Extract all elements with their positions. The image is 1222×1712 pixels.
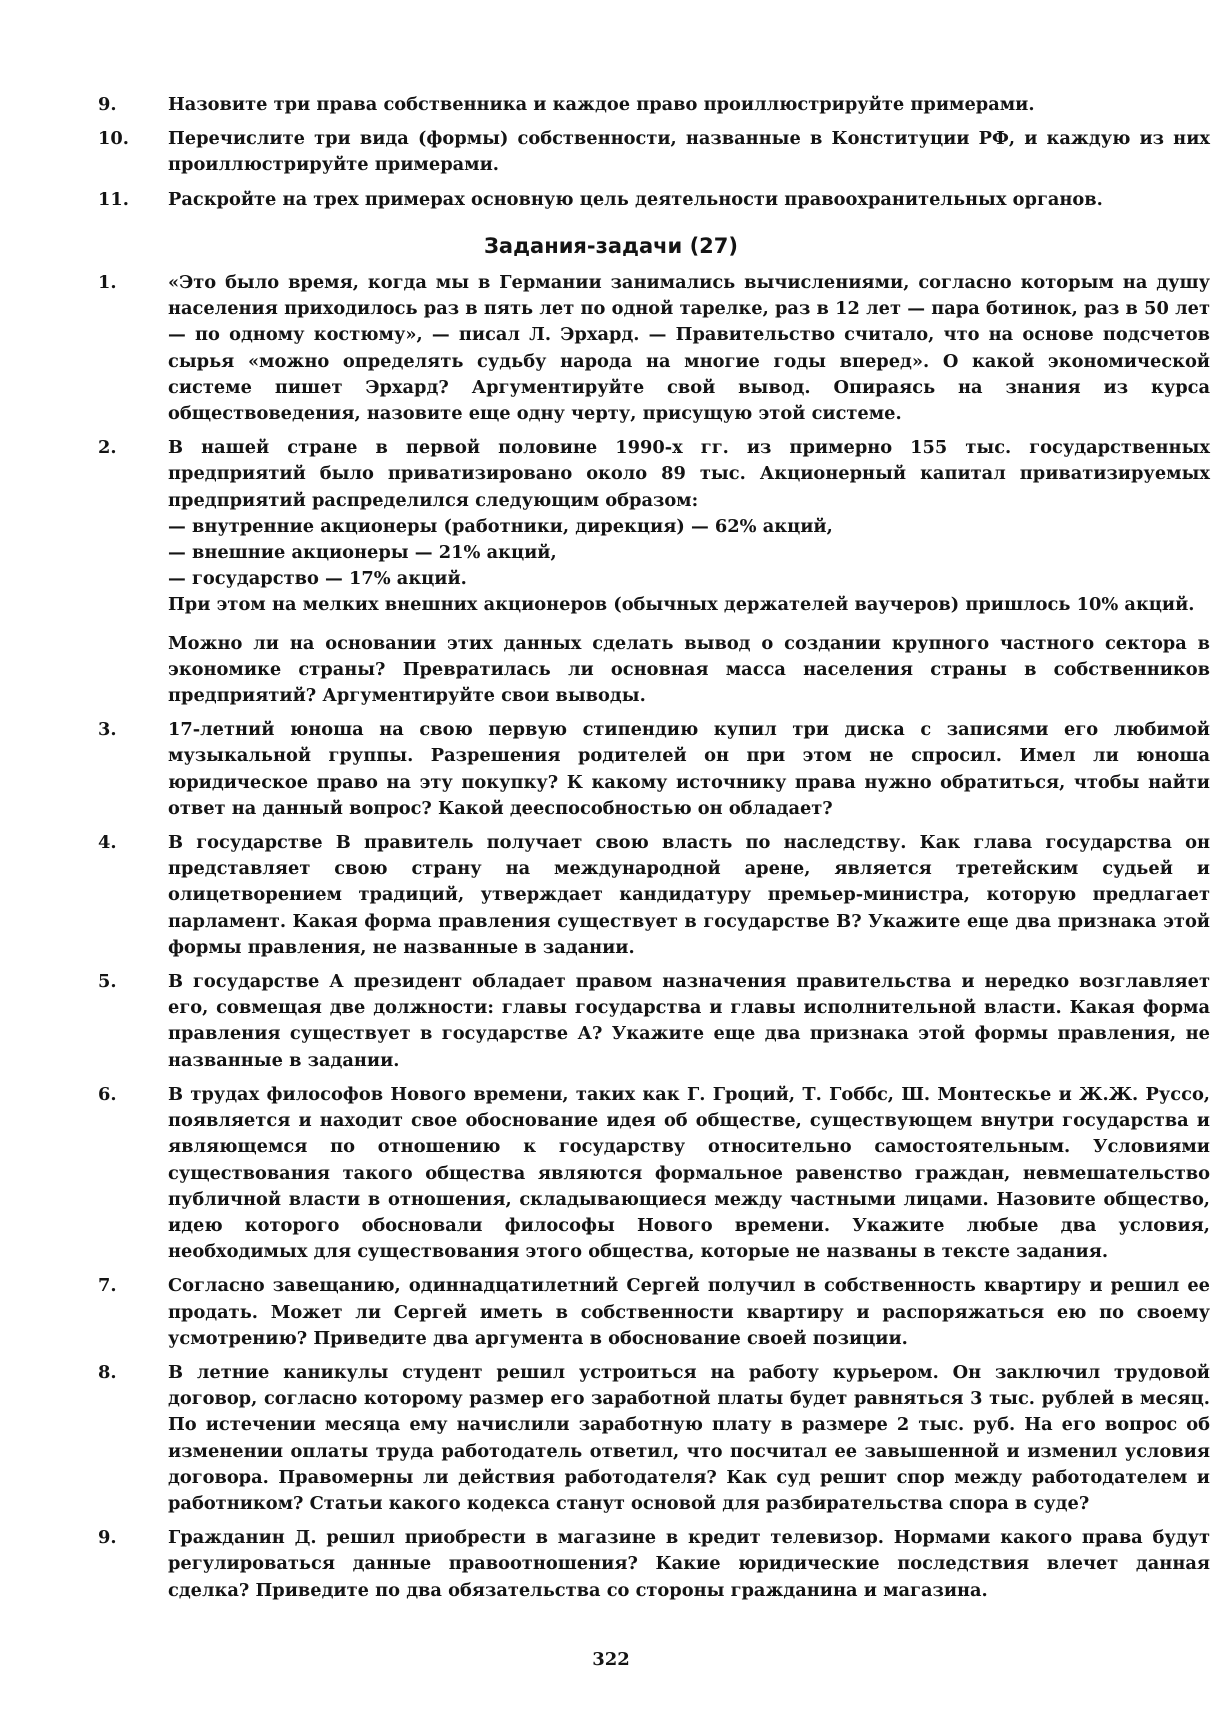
task-item-9 — [98, 1525, 1210, 1604]
task-item-5 — [98, 969, 1210, 1074]
task-intro: В нашей стране в первой половине 1990-х гг. из примерно 155 тыс. государственных предприятий было приватизировано около 89 тыс. Акционерный капитал приватизируемых предприятий распределился следующим образом: — [168, 437, 1210, 511]
task-item-6 — [98, 1082, 1210, 1265]
section-title: Задания-задачи (27) — [483, 234, 738, 258]
tasks-list — [98, 270, 1210, 1612]
item-text: Согласно завещанию, одиннадцатилетний Сергей получил в собственность квартиру и решил ее продать. Может ли Сергей иметь в собственности квартиру и распоряжаться ею по своему усмотрению? Приведите два аргумента в обоснование своей позиции. — [168, 1275, 1210, 1349]
item-text: Назовите три права собственника и каждое право проиллюстрируйте примерами. — [168, 94, 1035, 115]
bullet-line: — внешние акционеры — 21% акций, — [168, 542, 557, 564]
task-note: При этом на мелких внешних акционеров (обычных держателей ваучеров) пришлось 10% акций. — [168, 594, 1195, 616]
item-number: 4. — [98, 832, 117, 854]
bullet-line: — государство — 17% акций. — [168, 568, 467, 590]
item-number: 9. — [98, 94, 117, 115]
item-text: Раскройте на трех примерах основную цель деятельности правоохранительных органов. — [168, 188, 1103, 210]
page-number: 322 — [592, 1649, 630, 1670]
item-text: 17-летний юноша на свою первую стипендию купил три диска с записями его любимой музыкальной группы. Разрешения родителей он при этом не спросил. Имел ли юноша юридическое право на эту покупку? К какому источнику права нужно обратиться, чтобы найти ответ на данный вопрос? Какой дееспособностью он обладает? — [168, 719, 1210, 819]
item-number: 2. — [98, 437, 117, 459]
task-item-4 — [98, 830, 1210, 961]
task-item-3 — [98, 717, 1210, 822]
item-text: В государстве А президент обладает правом назначения правительства и нередко возглавляет его, совмещая две должности: главы государства и главы исполнительной власти. Какая форма правления существует в государстве А? Укажите еще два признака этой формы правления, не названные в задании. — [168, 971, 1210, 1071]
item-body — [168, 435, 1210, 709]
list-item — [98, 92, 1210, 118]
item-text: В трудах философов Нового времени, таких как Г. Гроций, Т. Гоббс, Ш. Монтескье и Ж.Ж. Руссо, появляется и находит свое обоснование идея об обществе, существующем внутри государства и являющемся по отношению к государству относительно самостоятельным. Условиями существования такого общества являются формальное равенство граждан, невмешательство публичной власти в отношения, складывающиеся между частными лицами. Назовите общество, идею которого обосновали философы Нового времени. Укажите любые два условия, необходимых для существования этого общества, которые не названы в тексте задания. — [168, 1083, 1210, 1263]
item-text: «Это было время, когда мы в Германии занимались вычислениями, согласно которым на душу населения приходилось раз в пять лет по одной тарелке, раз в 12 лет — пара ботинок, раз в 50 лет — по одному костюму», — писал Л. Эрхард. — Правительство считало, что на основе подсчетов сырья «можно определять судьбу народа на многие годы вперед». О какой экономической системе пишет Эрхард? Аргументируйте свой вывод. Опираясь на знания из курса обществоведения, назовите еще одну черту, присущую этой системе. — [168, 272, 1210, 425]
item-text: Гражданин Д. решил приобрести в магазине в кредит телевизор. Нормами какого права будут регулироваться данные правоотношения? Какие юридические последствия влечет данная сделка? Приведите по два обязательства со стороны гражданина и магазина. — [168, 1527, 1210, 1601]
task-item-1 — [98, 270, 1210, 427]
item-number: 5. — [98, 971, 117, 993]
item-number: 9. — [98, 1527, 117, 1549]
item-number: 8. — [98, 1361, 117, 1383]
item-number: 10. — [98, 128, 129, 150]
item-number: 1. — [98, 272, 117, 293]
item-number: 3. — [98, 719, 117, 741]
task-item-2 — [98, 435, 1210, 709]
item-number: 6. — [98, 1083, 117, 1105]
task-question: Можно ли на основании этих данных сделать вывод о создании крупного частного сектора в экономике страны? Превратилась ли основная масса населения страны в собственников предприятий? Аргументируйте свои выводы. — [168, 632, 1210, 707]
top-questions-list — [98, 92, 1210, 221]
list-item — [98, 126, 1210, 178]
task-item-7 — [98, 1273, 1210, 1352]
item-number: 11. — [98, 188, 129, 210]
item-number: 7. — [98, 1275, 117, 1297]
list-item — [98, 187, 1210, 213]
item-text: В летние каникулы студент решил устроиться на работу курьером. Он заключил трудовой договор, согласно которому размер его заработной платы будет равняться 3 тыс. рублей в месяц. По истечении месяца ему начислили заработную плату в размере 2 тыс. руб. На его вопрос об изменении оплаты труда работодатель ответил, что посчитал ее завышенной и изменил условия договора. Правомерны ли действия работодателя? Как суд решит спор между работодателем и работником? Статьи какого кодекса станут основой для разбирательства спора в суде? — [168, 1361, 1210, 1514]
task-item-8 — [98, 1360, 1210, 1517]
item-text: Перечислите три вида (формы) собственности, названные в Конституции РФ, и каждую из них проиллюстрируйте примерами. — [168, 128, 1210, 176]
item-text: В государстве В правитель получает свою власть по наследству. Как глава государства он представляет свою страну на международной арене, является третейским судьей и олицетворением традиций, утверждает кандидатуру премьер-министра, которую предлагает парламент. Какая форма правления существует в государстве В? Укажите еще два признака этой формы правления, не названные в задании. — [168, 832, 1210, 958]
bullet-line: — внутренние акционеры (работники, дирекция) — 62% акций, — [168, 515, 833, 537]
